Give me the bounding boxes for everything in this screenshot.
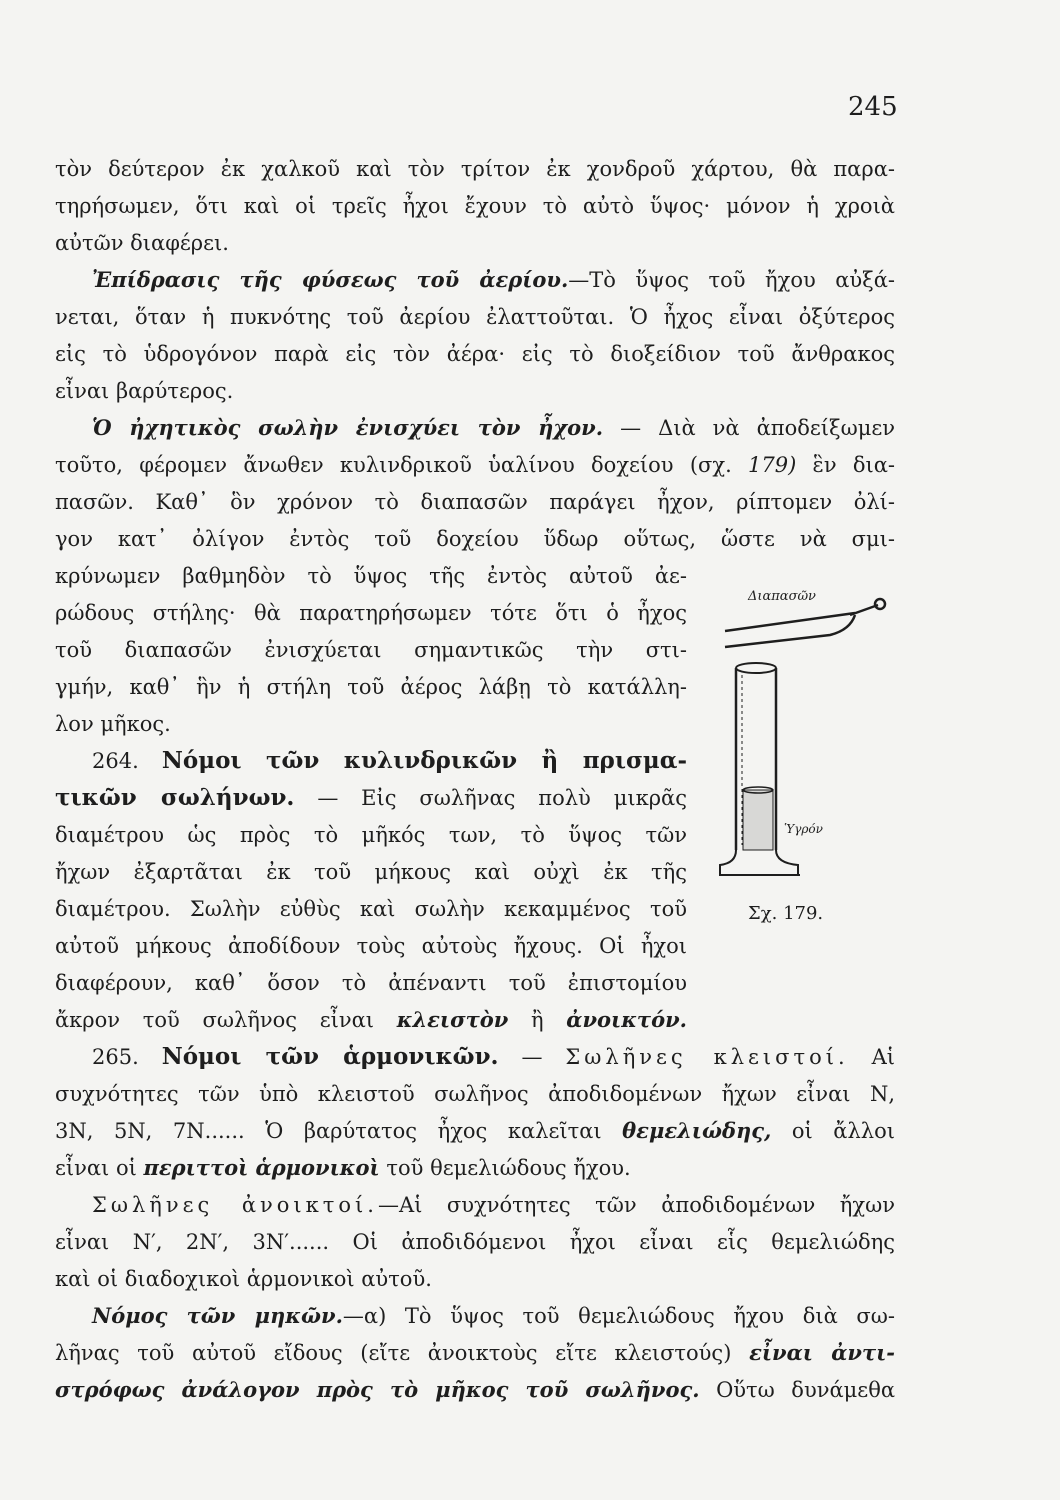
emphasis: περιττοὶ ἁρμονικοὶ (143, 1155, 380, 1180)
fork-label: Διαπασῶν (748, 589, 816, 604)
water-label: Ὑγρόν (784, 822, 823, 836)
text-line: κρύνωμεν βαθμηδὸν τὸ ὕψος τῆς ἐντὸς αὐτοῦ ἀε- (55, 564, 687, 588)
text-line: λον μῆκος. (55, 712, 171, 736)
text-span: ἓν δια- (812, 453, 895, 477)
text-line: εἰς τὸ ὑδρογόνον παρὰ εἰς τὸν ἀέρα· εἰς τὸ διοξείδιον τοῦ ἄνθρακος (55, 342, 895, 366)
text-line: διαμέτρου. Σωλὴν εὐθὺς καὶ σωλὴν κεκαμμένος τοῦ (55, 897, 687, 921)
text-line (55, 451, 895, 479)
text-line (55, 1376, 895, 1404)
section-number: 265. (92, 1045, 139, 1069)
text-span: Οὕτω δυνάμεθα (716, 1378, 896, 1402)
text-line: ρώδους στήλης· θὰ παρατηρήσωμεν τότε ὅτι ὁ ἦχος (55, 601, 687, 625)
text-line (55, 1006, 687, 1034)
text-span: — Εἰς σωλῆνας πολὺ μικρᾶς (317, 786, 687, 810)
text-span: —Αἱ συχνότητες τῶν ἀποδιδομένων ἤχων (377, 1193, 895, 1217)
spaced-heading: Σωλῆνες κλειστοί. (565, 1045, 849, 1069)
text-line (92, 1191, 895, 1219)
text-line: γον κατ᾽ ὀλίγον ἐντὸς τοῦ δοχείου ὕδωρ οὕτως, ὥστε νὰ σμι- (55, 527, 895, 551)
text-span: τοῦτο, φέρομεν ἄνωθεν κυλινδρικοῦ ὑαλίνου δοχείου (σχ. (55, 453, 732, 477)
text-line (55, 1154, 895, 1182)
text-span: —α) Τὸ ὕψος τοῦ θεμελιώδους ἤχου διὰ σω- (342, 1304, 895, 1328)
text-line: εἶναι Ν′, 2Ν′, 3Ν′...... Οἱ ἀποδιδόμενοι ἦχοι εἶναι εἷς θεμελιώδης (55, 1230, 895, 1254)
text-span: —Τὸ ὕψος τοῦ ἤχου αὐξά- (568, 268, 895, 292)
spaced-heading: Σωλῆνες ἀνοικτοί. (92, 1193, 378, 1217)
figure-caption: Σχ. 179. (748, 903, 824, 924)
text-span: τοῦ θεμελιώδους ἤχου. (386, 1156, 631, 1180)
section-heading: Ὁ ἠχητικὸς σωλὴν ἐνισχύει τὸν ἦχον. (92, 415, 604, 440)
tuning-fork-icon (725, 599, 885, 647)
page-number: 245 (848, 92, 898, 122)
emphasis: στρόφως ἀνάλογον πρὸς τὸ μῆκος τοῦ σωλῆνος. (55, 1377, 700, 1402)
text-line: καὶ οἱ διαδοχικοὶ ἁρμονικοὶ αὐτοῦ. (55, 1267, 432, 1291)
emphasis: θεμελιώδης, (622, 1118, 772, 1143)
emphasis: ἀνοικτόν. (566, 1007, 687, 1032)
text-line (92, 414, 895, 442)
text-span: ἢ (531, 1008, 544, 1032)
section-heading: Νόμοι τῶν ἁρμονικῶν. (161, 1043, 499, 1070)
text-span: Αἱ (871, 1045, 895, 1069)
text-line (92, 747, 687, 775)
text-line: διαφέρουν, καθ᾽ ὅσον τὸ ἀπέναντι τοῦ ἐπιστομίου (55, 971, 687, 995)
text-line (55, 784, 687, 812)
text-line: πασῶν. Καθ᾽ ὃν χρόνον τὸ διαπασῶν παράγει ἦχον, ρίπτομεν ὀλί- (55, 490, 895, 514)
text-span: εἶναι οἱ (55, 1156, 137, 1180)
emphasis: εἶναι ἀντι- (749, 1340, 895, 1365)
section-number: 264. (92, 749, 139, 773)
text-line: αὐτῶν διαφέρει. (55, 231, 229, 255)
text-line (92, 1302, 895, 1330)
figure-179 (700, 575, 900, 945)
text-line: τηρήσωμεν, ὅτι καὶ οἱ τρεῖς ἦχοι ἔχουν τὸ αὐτὸ ὕψος· μόνον ἡ χροιὰ (55, 194, 895, 218)
text-span: οἱ ἄλλοι (791, 1119, 895, 1143)
text-span: λῆνας τοῦ αὐτοῦ εἴδους (εἴτε ἀνοικτοὺς εἴτε κλειστούς) (55, 1341, 732, 1365)
text-span: 3Ν, 5Ν, 7Ν...... Ὁ βαρύτατος ἦχος καλεῖται (55, 1119, 602, 1143)
text-line: εἶναι βαρύτερος. (55, 379, 234, 403)
cylinder-vessel (720, 663, 800, 875)
text-line: διαμέτρου ὡς πρὸς τὸ μῆκός των, τὸ ὕψος τῶν (55, 823, 687, 847)
section-heading: Ἐπίδρασις τῆς φύσεως τοῦ ἀερίου. (92, 267, 569, 292)
text-line (55, 1339, 895, 1367)
emphasis: κλειστὸν (396, 1007, 509, 1032)
text-span: — Διὰ νὰ ἀποδείξωμεν (620, 416, 895, 440)
text-line (55, 1117, 895, 1145)
section-heading: Νόμοι τῶν κυλινδρικῶν ἢ πρισμα- (161, 747, 687, 774)
figure-ref: 179) (748, 453, 797, 477)
text-line: νεται, ὅταν ἡ πυκνότης τοῦ ἀερίου ἐλαττοῦται. Ὁ ἦχος εἶναι ὀξύτερος (55, 305, 895, 329)
text-line: τοῦ διαπασῶν ἐνισχύεται σημαντικῶς τὴν στι- (55, 638, 687, 662)
text-line: αὐτοῦ μήκους ἀποδίδουν τοὺς αὐτοὺς ἤχους. Οἱ ἦχοι (55, 934, 687, 958)
section-heading: τικῶν σωλήνων. (55, 784, 295, 811)
text-span: ἄκρον τοῦ σωλῆνος εἶναι (55, 1008, 374, 1032)
text-line (92, 1043, 895, 1071)
text-line: ἤχων ἐξαρτᾶται ἐκ τοῦ μήκους καὶ οὐχὶ ἐκ τῆς (55, 860, 687, 884)
text-line: συχνότητες τῶν ὑπὸ κλειστοῦ σωλῆνος ἀποδιδομένων ἤχων εἶναι Ν, (55, 1082, 895, 1106)
text-line: τὸν δεύτερον ἐκ χαλκοῦ καὶ τὸν τρίτον ἐκ χονδροῦ χάρτου, θὰ παρα- (55, 157, 895, 181)
text-line: γμήν, καθ᾽ ἣν ἡ στήλη τοῦ ἀέρος λάβῃ τὸ κατάλλη- (55, 675, 687, 699)
text-line (92, 266, 895, 294)
text-span: — (521, 1045, 543, 1069)
section-heading: Νόμος τῶν μηκῶν. (92, 1303, 343, 1328)
